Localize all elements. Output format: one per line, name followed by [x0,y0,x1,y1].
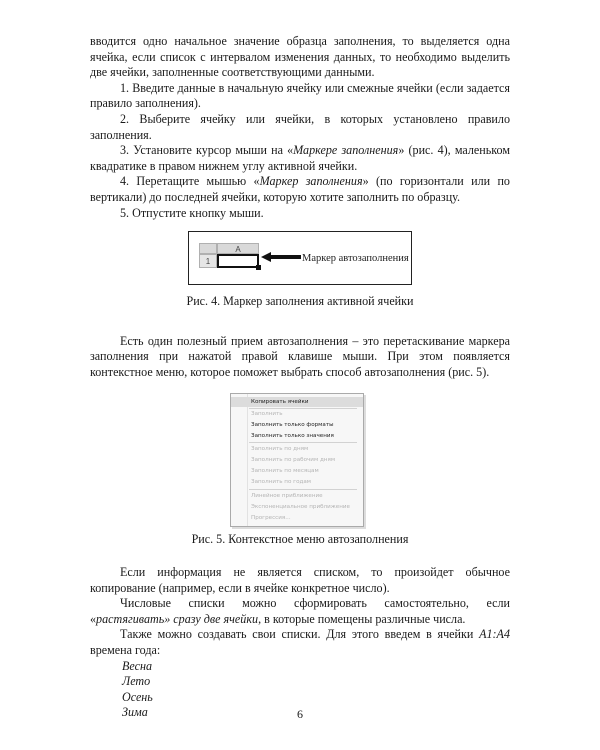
right-drag-paragraph: Есть один полезный прием автозаполнения – это перетаскивание маркера заполнения при нажатой правой клавише мыши. При этом появляется контекстное меню, которое поможет выбрать способ автозаполнения (рис. 5). [90,333,510,379]
step-4: 4. Перетащите мышью «Маркер заполнения» (по горизонтали или по вертикали) до последней ячейки, которую хотите заполнить по образцу. [90,174,510,204]
menu-item-fill-years[interactable]: Заполнить по годам [251,478,312,485]
menu-separator [249,442,357,443]
menu-separator [249,489,357,490]
fill-handle-icon [256,265,261,270]
page-number: 6 [297,707,303,721]
step-2: 2. Выберите ячейку или ячейки, в которых установлено правило заполнения. [90,111,510,142]
menu-item-fill[interactable]: Заполнить [251,410,283,417]
season-item: Зима [122,705,148,720]
menu-item-fill-values[interactable]: Заполнить только значения [251,432,334,439]
arrow-left-icon [261,252,301,262]
fill-handle-label: Маркер автозаполнения [302,253,409,265]
active-cell [217,254,259,268]
season-item: Лето [122,674,151,689]
step-1: 1. Введите данные в начальную ячейку или смежные ячейки (если задается правило заполнения). [90,80,510,111]
season-item: Весна [122,658,153,673]
autofill-context-menu [230,393,364,527]
step-5: 5. Отпустите кнопку мыши. [120,205,264,220]
figure-fill-handle [188,231,412,285]
figure-5-caption: Рис. 5. Контекстное меню автозаполнения [191,531,409,546]
menu-item-fill-weekdays[interactable]: Заполнить по рабочим дням [251,456,336,463]
season-item: Осень [122,689,153,704]
menu-item-growth-trend[interactable]: Экспоненциальное приближение [251,503,350,510]
menu-item-fill-formats[interactable]: Заполнить только форматы [251,421,334,428]
step-3: 3. Установите курсор мыши на «Маркере заполнения» (рис. 4), маленьком квадратике в правом нижнем углу активной ячейки. [90,143,511,173]
custom-lists-paragraph: Также можно создавать свои списки. Для этого введем в ячейки A1:A4 времена года: [90,627,510,658]
menu-item-fill-months[interactable]: Заполнить по месяцам [251,467,319,474]
menu-item-fill-days[interactable]: Заполнить по дням [251,445,309,452]
spreadsheet-fragment [199,243,259,271]
menu-item-copy-cells[interactable]: Копировать ячейки [231,397,363,407]
figure-4-caption: Рис. 4. Маркер заполнения активной ячейки [186,294,414,309]
intro-paragraph: вводится одно начальное значение образца заполнения, то выделяется одна ячейка, если список с интервалом изменения данных, то необходимо выделить две ячейки, заполненные соответствующими данными. [90,34,510,80]
not-list-paragraph: Если информация не является списком, то произойдет обычное копирование (например, если в ячейке конкретное число). [90,565,510,595]
column-header: A [217,243,259,254]
numeric-lists-paragraph: Числовые списки можно сформировать самостоятельно, если «растягивать» сразу две ячейки, в которые помещены различные числа. [90,596,510,626]
row-header: 1 [199,254,217,268]
document-page [90,34,510,721]
menu-item-linear-trend[interactable]: Линейное приближение [251,492,323,499]
menu-item-series[interactable]: Прогрессия... [251,514,291,521]
select-all-corner [199,243,217,254]
